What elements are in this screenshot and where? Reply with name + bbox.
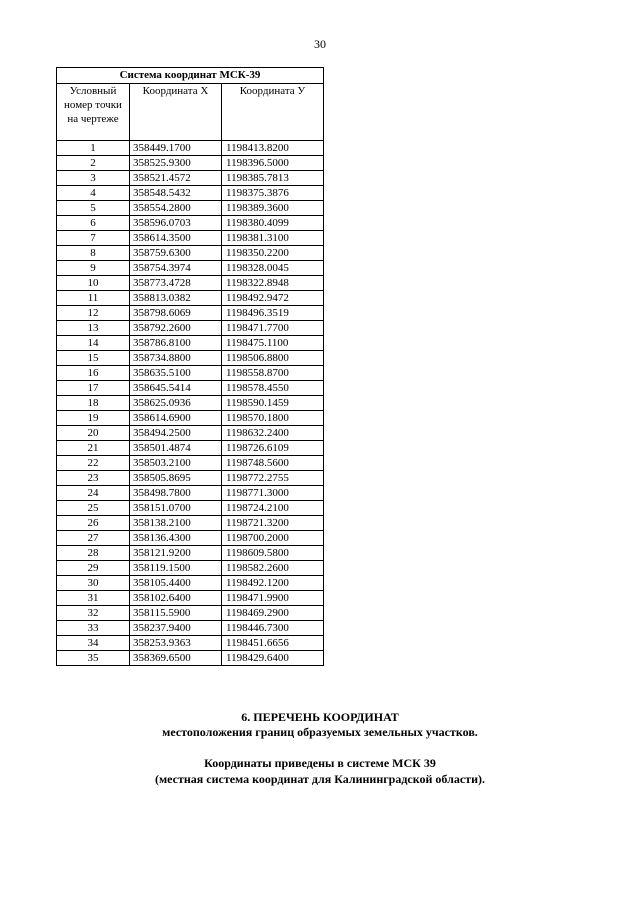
- table-row: [57, 621, 324, 636]
- coordinate-x-cell: 358237.9400: [130, 621, 222, 636]
- point-number-cell: 34: [57, 636, 130, 651]
- coordinate-x-cell: 358554.2800: [130, 201, 222, 216]
- coordinate-y-cell: 1198506.8800: [222, 351, 324, 366]
- coordinate-y-cell: 1198446.7300: [222, 621, 324, 636]
- point-number-cell: 18: [57, 396, 130, 411]
- coordinate-y-cell: 1198471.7700: [222, 321, 324, 336]
- coordinate-y-cell: 1198350.2200: [222, 246, 324, 261]
- coordinate-x-cell: 358121.9200: [130, 546, 222, 561]
- table-row: [57, 471, 324, 486]
- point-number-cell: 21: [57, 441, 130, 456]
- table-row: [57, 381, 324, 396]
- table-row: [57, 141, 324, 156]
- point-number-cell: 16: [57, 366, 130, 381]
- point-number-cell: 17: [57, 381, 130, 396]
- coordinate-y-cell: 1198471.9900: [222, 591, 324, 606]
- table-row: [57, 336, 324, 351]
- coordinate-x-cell: 358773.4728: [130, 276, 222, 291]
- coordinate-y-cell: 1198724.2100: [222, 501, 324, 516]
- table-row: [57, 516, 324, 531]
- table-row: [57, 276, 324, 291]
- table-row: [57, 321, 324, 336]
- table-row: [57, 606, 324, 621]
- coordinate-system-note-detail: (местная система координат для Калининградской области).: [155, 772, 485, 786]
- coordinate-x-cell: 358253.9363: [130, 636, 222, 651]
- point-number-cell: 25: [57, 501, 130, 516]
- table-row: [57, 216, 324, 231]
- coordinate-x-cell: 358614.3500: [130, 231, 222, 246]
- coordinate-y-cell: 1198632.2400: [222, 426, 324, 441]
- coordinate-y-cell: 1198721.3200: [222, 516, 324, 531]
- coordinate-x-cell: 358813.0382: [130, 291, 222, 306]
- coordinate-y-cell: 1198726.6109: [222, 441, 324, 456]
- coordinate-x-cell: 358792.2600: [130, 321, 222, 336]
- point-number-cell: 14: [57, 336, 130, 351]
- point-number-cell: 33: [57, 621, 130, 636]
- coordinate-x-cell: 358521.4572: [130, 171, 222, 186]
- coordinate-x-cell: 358625.0936: [130, 396, 222, 411]
- coordinate-y-cell: 1198475.1100: [222, 336, 324, 351]
- point-number-cell: 1: [57, 141, 130, 156]
- table-title: Система координат МСК-39: [57, 68, 324, 84]
- point-number-cell: 2: [57, 156, 130, 171]
- coordinate-y-cell: 1198413.8200: [222, 141, 324, 156]
- point-number-cell: 30: [57, 576, 130, 591]
- point-number-cell: 28: [57, 546, 130, 561]
- coordinate-system-note: Координаты приведены в системе МСК 39: [204, 756, 436, 770]
- coordinate-x-cell: 358759.6300: [130, 246, 222, 261]
- coordinate-y-cell: 1198385.7813: [222, 171, 324, 186]
- coordinate-y-cell: 1198558.8700: [222, 366, 324, 381]
- coordinate-x-cell: 358136.4300: [130, 531, 222, 546]
- point-number-cell: 26: [57, 516, 130, 531]
- coordinate-x-cell: 358498.7800: [130, 486, 222, 501]
- coordinate-x-cell: 358119.1500: [130, 561, 222, 576]
- coordinate-y-cell: 1198429.6400: [222, 651, 324, 666]
- point-number-cell: 31: [57, 591, 130, 606]
- point-number-cell: 8: [57, 246, 130, 261]
- table-row: [57, 156, 324, 171]
- point-number-cell: 27: [57, 531, 130, 546]
- column-header-y: Координата У: [222, 84, 324, 141]
- section-subtitle: местоположения границ образуемых земельных участков.: [162, 725, 478, 739]
- coordinate-x-cell: 358786.8100: [130, 336, 222, 351]
- coordinate-y-cell: 1198451.6656: [222, 636, 324, 651]
- table-row: [57, 261, 324, 276]
- coordinate-x-cell: 358115.5900: [130, 606, 222, 621]
- coordinate-y-cell: 1198748.5600: [222, 456, 324, 471]
- point-number-cell: 24: [57, 486, 130, 501]
- section-title: 6. ПЕРЕЧЕНЬ КООРДИНАТ: [241, 710, 399, 724]
- table-row: [57, 246, 324, 261]
- coordinate-x-cell: 358449.1700: [130, 141, 222, 156]
- coordinate-y-cell: 1198328.0045: [222, 261, 324, 276]
- table-row: [57, 591, 324, 606]
- table-row: [57, 186, 324, 201]
- point-number-cell: 22: [57, 456, 130, 471]
- page-number: 30: [314, 37, 326, 51]
- coordinate-x-cell: 358596.0703: [130, 216, 222, 231]
- point-number-cell: 9: [57, 261, 130, 276]
- coordinate-x-cell: 358635.5100: [130, 366, 222, 381]
- coordinate-y-cell: 1198700.2000: [222, 531, 324, 546]
- coordinate-y-cell: 1198771.3000: [222, 486, 324, 501]
- point-number-cell: 20: [57, 426, 130, 441]
- table-body: [57, 141, 324, 666]
- point-number-cell: 6: [57, 216, 130, 231]
- table-row: [57, 531, 324, 546]
- coordinate-x-cell: 358138.2100: [130, 516, 222, 531]
- table-row: [57, 636, 324, 651]
- point-number-cell: 15: [57, 351, 130, 366]
- column-header-x: Координата X: [130, 84, 222, 141]
- coordinate-y-cell: 1198578.4550: [222, 381, 324, 396]
- table-row: [57, 396, 324, 411]
- table-row: [57, 411, 324, 426]
- table-row: [57, 306, 324, 321]
- coordinate-y-cell: 1198582.2600: [222, 561, 324, 576]
- coordinate-x-cell: 358798.6069: [130, 306, 222, 321]
- coordinate-x-cell: 358501.4874: [130, 441, 222, 456]
- point-number-cell: 12: [57, 306, 130, 321]
- coordinate-x-cell: 358494.2500: [130, 426, 222, 441]
- coordinate-x-cell: 358525.9300: [130, 156, 222, 171]
- coordinate-y-cell: 1198492.1200: [222, 576, 324, 591]
- coordinate-x-cell: 358503.2100: [130, 456, 222, 471]
- table-row: [57, 426, 324, 441]
- point-number-cell: 19: [57, 411, 130, 426]
- coordinate-y-cell: 1198469.2900: [222, 606, 324, 621]
- table-row: [57, 171, 324, 186]
- coordinate-x-cell: 358369.6500: [130, 651, 222, 666]
- coordinate-y-cell: 1198396.5000: [222, 156, 324, 171]
- table-row: [57, 201, 324, 216]
- coordinate-y-cell: 1198375.3876: [222, 186, 324, 201]
- point-number-cell: 29: [57, 561, 130, 576]
- coordinate-y-cell: 1198609.5800: [222, 546, 324, 561]
- coordinate-x-cell: 358505.8695: [130, 471, 222, 486]
- table-row: [57, 441, 324, 456]
- point-number-cell: 3: [57, 171, 130, 186]
- point-number-cell: 7: [57, 231, 130, 246]
- coordinate-x-cell: 358734.8800: [130, 351, 222, 366]
- table-row: [57, 561, 324, 576]
- table-row: [57, 231, 324, 246]
- coordinate-x-cell: 358614.6900: [130, 411, 222, 426]
- point-number-cell: 13: [57, 321, 130, 336]
- coordinate-y-cell: 1198389.3600: [222, 201, 324, 216]
- coordinate-x-cell: 358102.6400: [130, 591, 222, 606]
- point-number-cell: 35: [57, 651, 130, 666]
- coordinate-x-cell: 358548.5432: [130, 186, 222, 201]
- coordinate-x-cell: 358645.5414: [130, 381, 222, 396]
- coordinate-x-cell: 358105.4400: [130, 576, 222, 591]
- coordinate-y-cell: 1198380.4099: [222, 216, 324, 231]
- table-row: [57, 486, 324, 501]
- table-row: [57, 546, 324, 561]
- coordinate-y-cell: 1198322.8948: [222, 276, 324, 291]
- table-row: [57, 366, 324, 381]
- table-row: [57, 351, 324, 366]
- coordinate-y-cell: 1198570.1800: [222, 411, 324, 426]
- table-row: [57, 291, 324, 306]
- point-number-cell: 10: [57, 276, 130, 291]
- coordinate-x-cell: 358754.3974: [130, 261, 222, 276]
- point-number-cell: 11: [57, 291, 130, 306]
- point-number-cell: 23: [57, 471, 130, 486]
- table-row: [57, 501, 324, 516]
- point-number-cell: 5: [57, 201, 130, 216]
- table-row: [57, 576, 324, 591]
- coordinates-table: [56, 67, 324, 666]
- coordinate-y-cell: 1198492.9472: [222, 291, 324, 306]
- coordinate-y-cell: 1198772.2755: [222, 471, 324, 486]
- table-row: [57, 456, 324, 471]
- coordinate-y-cell: 1198590.1459: [222, 396, 324, 411]
- point-number-cell: 32: [57, 606, 130, 621]
- point-number-cell: 4: [57, 186, 130, 201]
- table-row: [57, 651, 324, 666]
- coordinate-x-cell: 358151.0700: [130, 501, 222, 516]
- column-header-point-number: Условный номер точки на чертеже: [57, 84, 130, 141]
- coordinate-y-cell: 1198381.3100: [222, 231, 324, 246]
- coordinate-y-cell: 1198496.3519: [222, 306, 324, 321]
